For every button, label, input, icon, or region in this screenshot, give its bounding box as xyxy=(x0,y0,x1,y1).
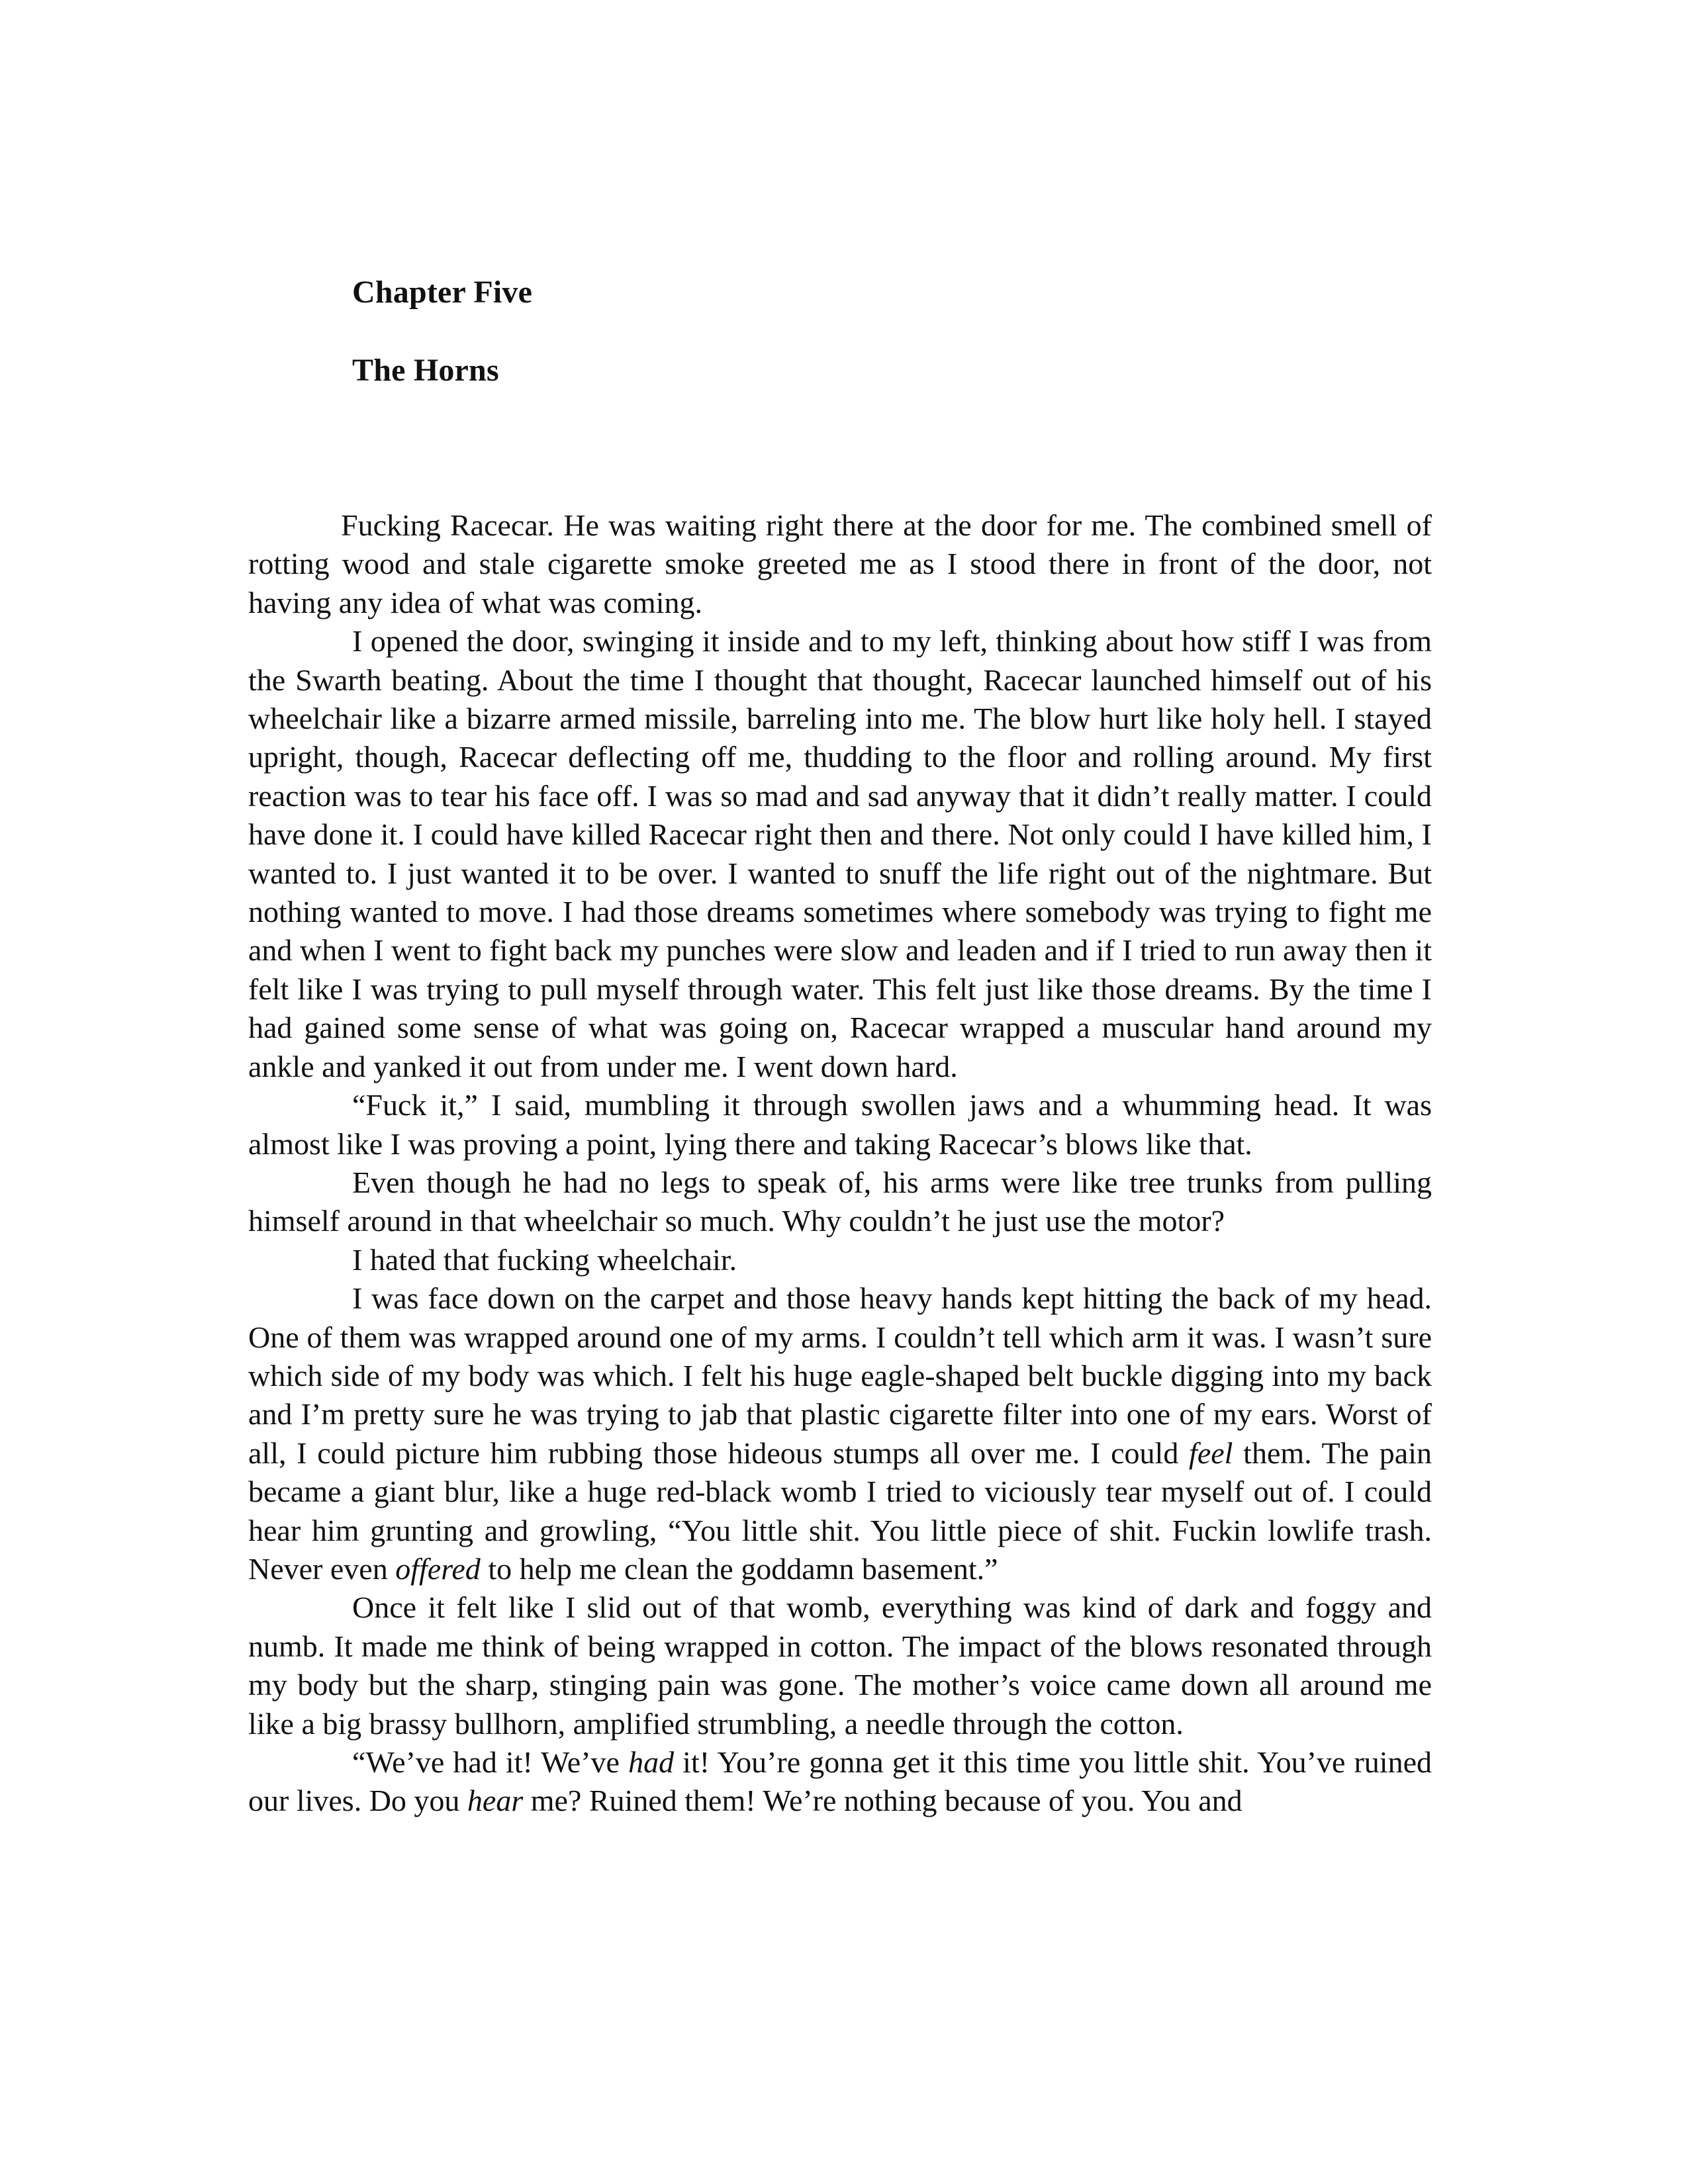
body-paragraph: Fucking Racecar. He was waiting right there at the door for me. The combined smell of rotting wood and stale cigarette smoke greeted me as I stood there in front of the door, not having any idea of what was coming. xyxy=(248,508,1432,619)
text-run: me? Ruined them! We’re nothing because of you. You and xyxy=(523,1784,1243,1818)
chapter-title-heading: The Horns xyxy=(352,353,499,388)
text-run: it! You’re gonna get it this time you little shit. You’ve ruined our lives. Do you xyxy=(248,1745,1432,1818)
body-paragraph xyxy=(248,1279,1432,1588)
body-paragraph xyxy=(248,1743,1432,1821)
text-run: to help me clean the goddamn basement.” xyxy=(480,1551,998,1586)
chapter-number-heading: Chapter Five xyxy=(352,275,533,310)
text-run: “We’ve had it! We’ve xyxy=(352,1745,629,1779)
italic-emphasis: hear xyxy=(467,1784,524,1818)
body-paragraph: I opened the door, swinging it inside and to my left, thinking about how stiff I was from the Swarth beating. About the time I thought that thought, Racecar launched himself out of his wheelchair like a bizarre armed missile, barreling into me. The blow hurt like holy hell. I stayed upright, though, Racecar deflecting off me, thudding to the floor and rolling around. My first reaction was to tear his face off. I was so mad and sad anyway that it didn’t really matter. I could have done it. I could have killed Racecar right then and there. Not only could I have killed him, I wanted to. I just wanted it to be over. I wanted to snuff the life right out of the nightmare. But nothing wanted to move. I had those dreams sometimes where somebody was trying to fight me and when I went to fight back my punches were slow and leaden and if I tried to run away then it felt like I was trying to pull myself through water. This felt just like those dreams. By the time I had gained some sense of what was going on, Racecar wrapped a muscular hand around my ankle and yanked it out from under me. I went down hard. xyxy=(248,624,1432,1083)
body-paragraph: “Fuck it,” I said, mumbling it through swollen jaws and a whumming head. It was almost like I was proving a point, lying there and taking Racecar’s blows like that. xyxy=(248,1088,1432,1161)
italic-emphasis: feel xyxy=(1189,1435,1233,1470)
body-paragraph: Even though he had no legs to speak of, his arms were like tree trunks from pulling himself around in that wheelchair so much. Why couldn’t he just use the motor? xyxy=(248,1165,1432,1238)
italic-emphasis: had xyxy=(628,1745,675,1779)
body-paragraph: Once it felt like I slid out of that womb, everything was kind of dark and foggy and numb. It made me think of being wrapped in cotton. The impact of the blows resonated through my body but the sharp, stinging pain was gone. The mother’s voice came down all around me like a big brassy bullhorn, amplified strumbling, a needle through the cotton. xyxy=(248,1590,1432,1741)
italic-emphasis: offered xyxy=(395,1551,481,1586)
text-run: them. The pain became a giant blur, like a huge red-black womb I tried to viciously tear myself out of. I could hear him grunting and growling, “You little shit. You little piece of shit. Fuckin lowlife trash. Never even xyxy=(248,1435,1432,1586)
chapter-body xyxy=(248,506,1432,1821)
text-run: I was face down on the carpet and those heavy hands kept hitting the back of my head. One of them was wrapped around one of my arms. I couldn’t tell which arm it was. I wasn’t sure which side of my body was which. I felt his huge eagle-shaped belt buckle digging into my back and I’m pretty sure he was trying to jab that plastic cigarette filter into one of my ears. Worst of all, I could picture him rubbing those hideous stumps all over me. I could xyxy=(248,1281,1432,1470)
body-paragraph: I hated that fucking wheelchair. xyxy=(352,1242,737,1277)
